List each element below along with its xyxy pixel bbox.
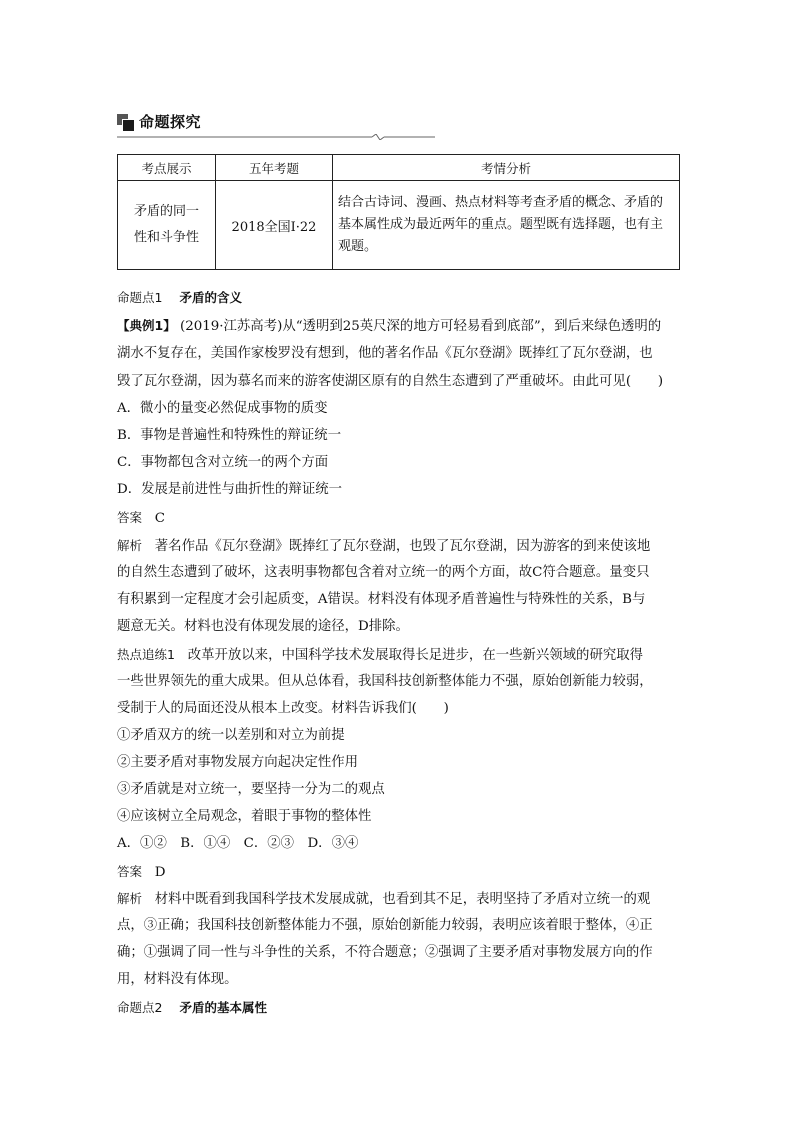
statement-4: ④应该树立全局观念，着眼于事物的整体性: [117, 809, 372, 824]
practice1-analysis-line: 点，③正确；我国科技创新整体能力不强，原始创新能力较弱，表明应该着眼于整体，④正: [117, 918, 653, 933]
statement-2: ②主要矛盾对事物发展方向起决定性作用: [117, 755, 359, 770]
topic-line: 性和斗争性: [133, 230, 199, 245]
practice1-answer: 答案 D: [117, 864, 166, 880]
example1-analysis-line: 有积累到一定程度才会引起质变，A错误。材料没有体现矛盾普遍性与特殊性的关系，B与: [117, 592, 646, 607]
section-header: [117, 108, 435, 138]
point1-heading: [117, 288, 242, 309]
table-header-cell: 考情分析: [333, 155, 680, 181]
analysis-line: 基本属性成为最近两年的重点。题型既有选择题，也有主: [338, 217, 664, 232]
example1-line: 毁了瓦尔登湖，因为慕名而来的游客使湖区原有的自然生态遭到了严重破坏。由此可见( ): [117, 374, 664, 389]
section-title: 命题探究: [139, 113, 202, 131]
option-b: B．事物是普遍性和特殊性的辩证统一: [117, 428, 342, 443]
point1-label: 命题点1: [117, 290, 163, 305]
practice1-analysis-line: 用，材料没有体现。: [117, 972, 238, 987]
point2-label: 命题点2: [117, 1000, 163, 1015]
practice1-label: 热点追练1: [117, 647, 175, 662]
topic-cell: [118, 181, 216, 270]
practice1-line: 受制于人的局面还没从根本上改变。材料告诉我们( ): [117, 701, 449, 716]
statement-3: ③矛盾就是对立统一，要坚持一分为二的观点: [117, 782, 385, 797]
option-a: A．微小的量变必然促成事物的质变: [117, 401, 328, 416]
option-d: D．发展是前进性与曲折性的辩证统一: [117, 482, 342, 497]
example1-analysis-line: 解析 著名作品《瓦尔登湖》既捧红了瓦尔登湖，也毁了瓦尔登湖，因为游客的到来使该地: [117, 538, 651, 554]
exam-cell: 2018全国Ⅰ·22: [216, 181, 333, 270]
practice1-line: 热点追练1 改革开放以来，中国科学技术发展取得长足进步，在一些新兴领域的研究取得: [117, 647, 644, 663]
table-header-cell: 考点展示: [118, 155, 216, 181]
example1-tag: 【典例1】: [117, 318, 176, 333]
section-square-icon: [117, 114, 133, 130]
example1-answer: 答案 C: [117, 510, 166, 526]
point2-heading: [117, 998, 267, 1019]
example1-line: 湖水不复存在，美国作家梭罗没有想到，他的著名作品《瓦尔登湖》既捧红了瓦尔登湖，也: [117, 346, 653, 361]
point1-title: 矛盾的含义: [179, 290, 242, 305]
example1-analysis-line: 的自然生态遭到了破坏，这表明事物都包含着对立统一的两个方面，故C符合题意。量变只: [117, 565, 650, 580]
practice1-analysis-line: 解析 材料中既看到我国科学技术发展成就，也看到其不足，表明坚持了矛盾对立统一的观: [117, 891, 651, 907]
table-row: [118, 181, 680, 270]
analysis-line: 观题。: [338, 239, 378, 254]
table-header-row: [118, 155, 680, 181]
statement-1: ①矛盾双方的统一以差别和对立为前提: [117, 728, 345, 743]
table-header-cell: 五年考题: [216, 155, 333, 181]
example1-analysis-line: 题意无关。材料也没有体现发展的途径，D排除。: [117, 619, 409, 634]
practice1-choices: A．①② B．①④ C．②③ D．③④: [117, 836, 359, 851]
practice1-analysis-line: 确；①强调了同一性与斗争性的关系，不符合题意；②强调了主要矛盾对事物发展方向的作: [117, 945, 653, 960]
section-divider: [117, 134, 435, 140]
point2-title: 矛盾的基本属性: [179, 1000, 267, 1015]
exam-analysis-table: [117, 154, 680, 270]
practice1-line: 一些世界领先的重大成果。但从总体看，我国科技创新整体能力不强，原始创新能力较弱，: [117, 674, 653, 689]
analysis-cell: [333, 181, 680, 270]
topic-line: 矛盾的同一: [133, 204, 199, 219]
option-c: C．事物都包含对立统一的两个方面: [117, 455, 329, 470]
example1-line: 【典例1】 (2019·江苏高考)从“透明到25英尺深的地方可轻易看到底部”，到后来绿色透明的: [117, 318, 662, 334]
analysis-label: 解析: [117, 538, 143, 553]
analysis-label: 解析: [117, 891, 143, 906]
analysis-line: 结合古诗词、漫画、热点材料等考查矛盾的概念、矛盾的: [338, 195, 664, 210]
